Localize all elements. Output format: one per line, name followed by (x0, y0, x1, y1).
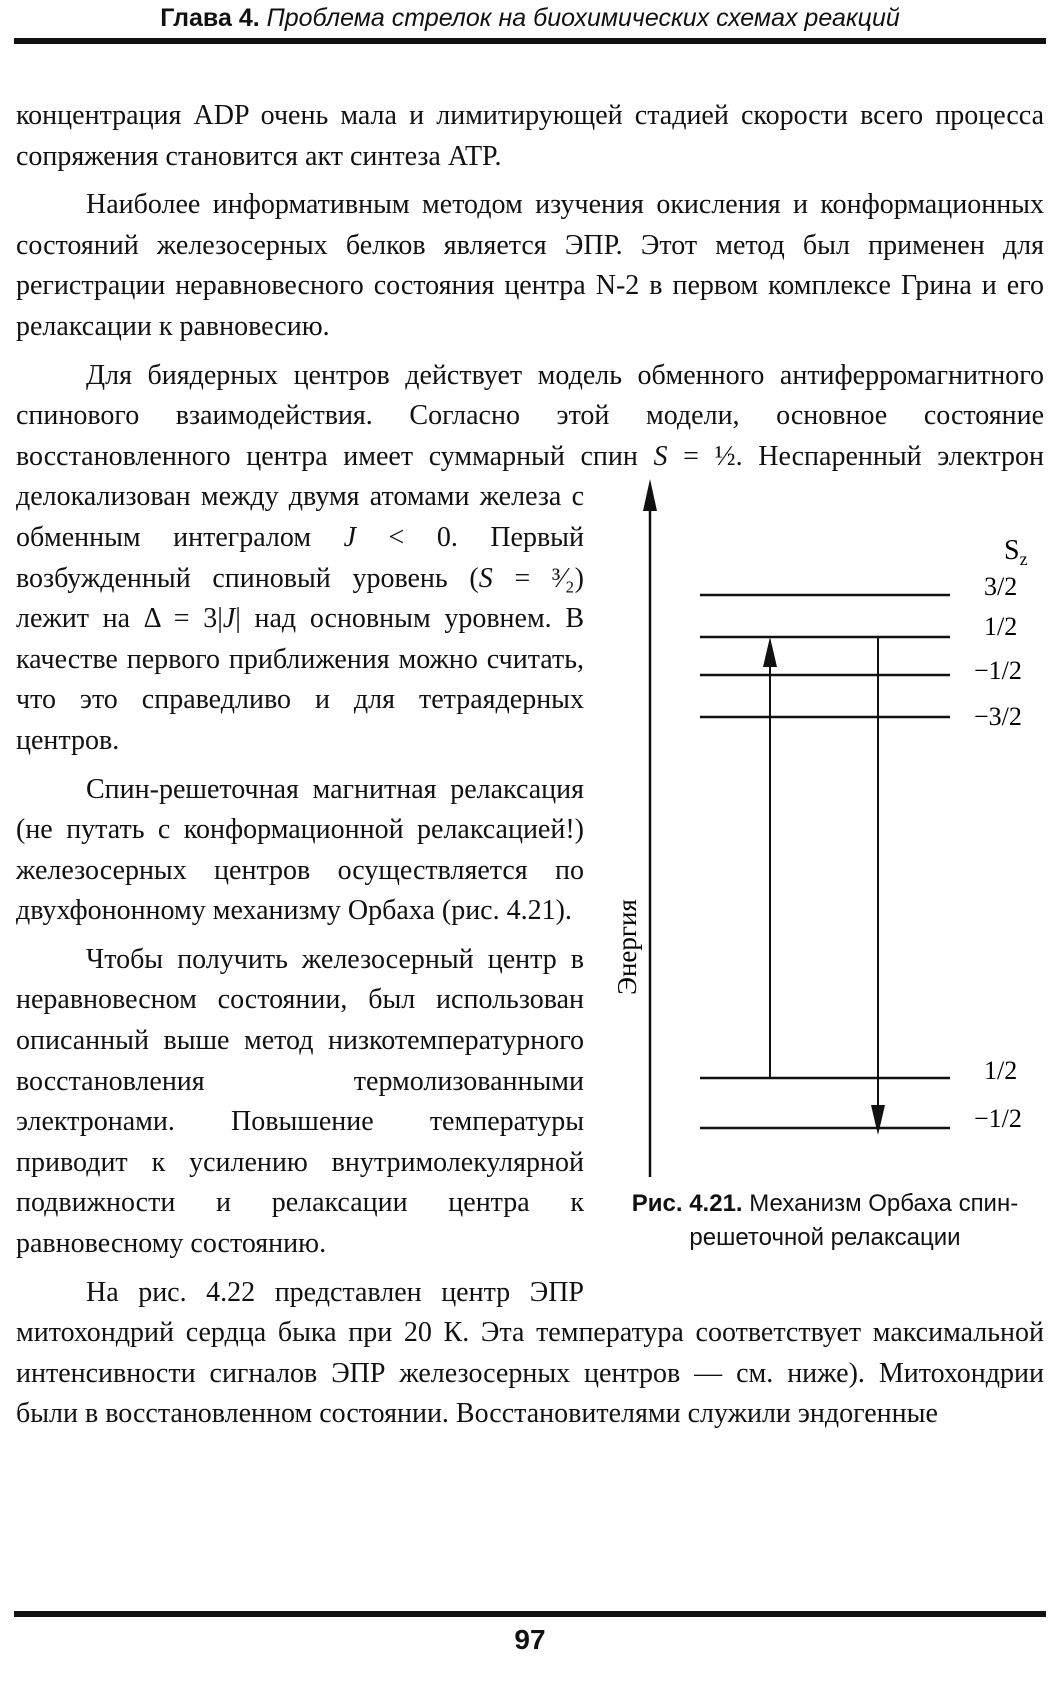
paragraph-1: концентрация ADP очень мала и лимитирующей стадией скорости всего процесса сопряжения становится акт синтеза ATP. (16, 100, 1044, 172)
axis-arrowhead-icon (643, 479, 657, 511)
down-arrowhead-icon (871, 1105, 885, 1135)
energy-level-diagram (606, 477, 1044, 1177)
paragraph-2: Наиболее информативным методом изучения окисления и конформационных состояний железосерных белков является ЭПР. Этот метод был применен для регистрации неравновесного состояния центра N-2 в первом комплексе Грина и его релаксации к равновесию. (16, 189, 1044, 342)
sz-label: $S_z$ (1004, 535, 1028, 570)
caption-label: Рис. 4.21. (631, 1190, 743, 1218)
level-label: −3/2 (974, 702, 1022, 732)
level-label: −1/2 (974, 1104, 1022, 1134)
header-rule (14, 38, 1046, 44)
chapter-title: Проблема стрелок на биохимических схемах реакций (266, 4, 900, 32)
level-label: 1/2 (984, 612, 1018, 642)
page-number: 97 (514, 1624, 546, 1655)
up-arrowhead-icon (763, 637, 777, 667)
figure-4-21 (606, 477, 1044, 1309)
figure-caption (606, 1187, 1044, 1255)
level-label: 1/2 (984, 1056, 1018, 1086)
caption-text: Механизм Орбаха спин-решеточной релаксации (689, 1190, 1019, 1252)
level-label: −1/2 (974, 656, 1022, 686)
footer-rule (14, 1611, 1046, 1617)
paragraph-4: Спин-решеточная магнитная релаксация (не путать с конформационной релаксацией!) железосерных центров осуществляется по двухфононному механизму Орбаха (рис. 4.21). (16, 773, 584, 927)
level-label: 3/2 (984, 572, 1018, 602)
chapter-label: Глава 4. (160, 4, 260, 32)
paragraph-5: Чтобы получить железосерный центр в неравновесном состоянии, был использован описанный выше метод низкотемпературного восстановления термолизованными электронами. Повышение температуры приводит к усилению внутримолекулярной подвижности и релаксации центра к равновесному состоянию. (16, 943, 584, 1260)
paragraph-6: На рис. 4.22 представлен центр ЭПР митохондрий сердца быка при 20 К. Эта температура соответствует максимальной интенсивности сигналов ЭПР железосерных центров — см. ниже). Митохондрии были в восстановленном состоянии. Восстановителями служили эндогенные (16, 1276, 1044, 1430)
paragraph-3: Для биядерных центров действует модель обменного антиферромагнитного спинового взаимодействия. Согласно этой модели, основное состояние восстановленного центра имеет суммарный спин Энергия $S_z$ 3/2 1/2 −1/2 −3/2 1/2 −1/2 Рис. 4.21. Механизм Орбаха спин-решеточной релаксации S = ½. Неспаренный электрон делокализован между двумя атомами железа с обменным интегралом J < 0. Первый возбужденный спиновый уровень (S = ³⁄₂) лежит на Δ = 3|J| над основным уровнем. В качестве первого приближения можно считать, что это справедливо и для тетраядерных центров. (16, 356, 1044, 762)
energy-axis-label: Энергия (612, 899, 642, 996)
body-text (16, 96, 1044, 1435)
